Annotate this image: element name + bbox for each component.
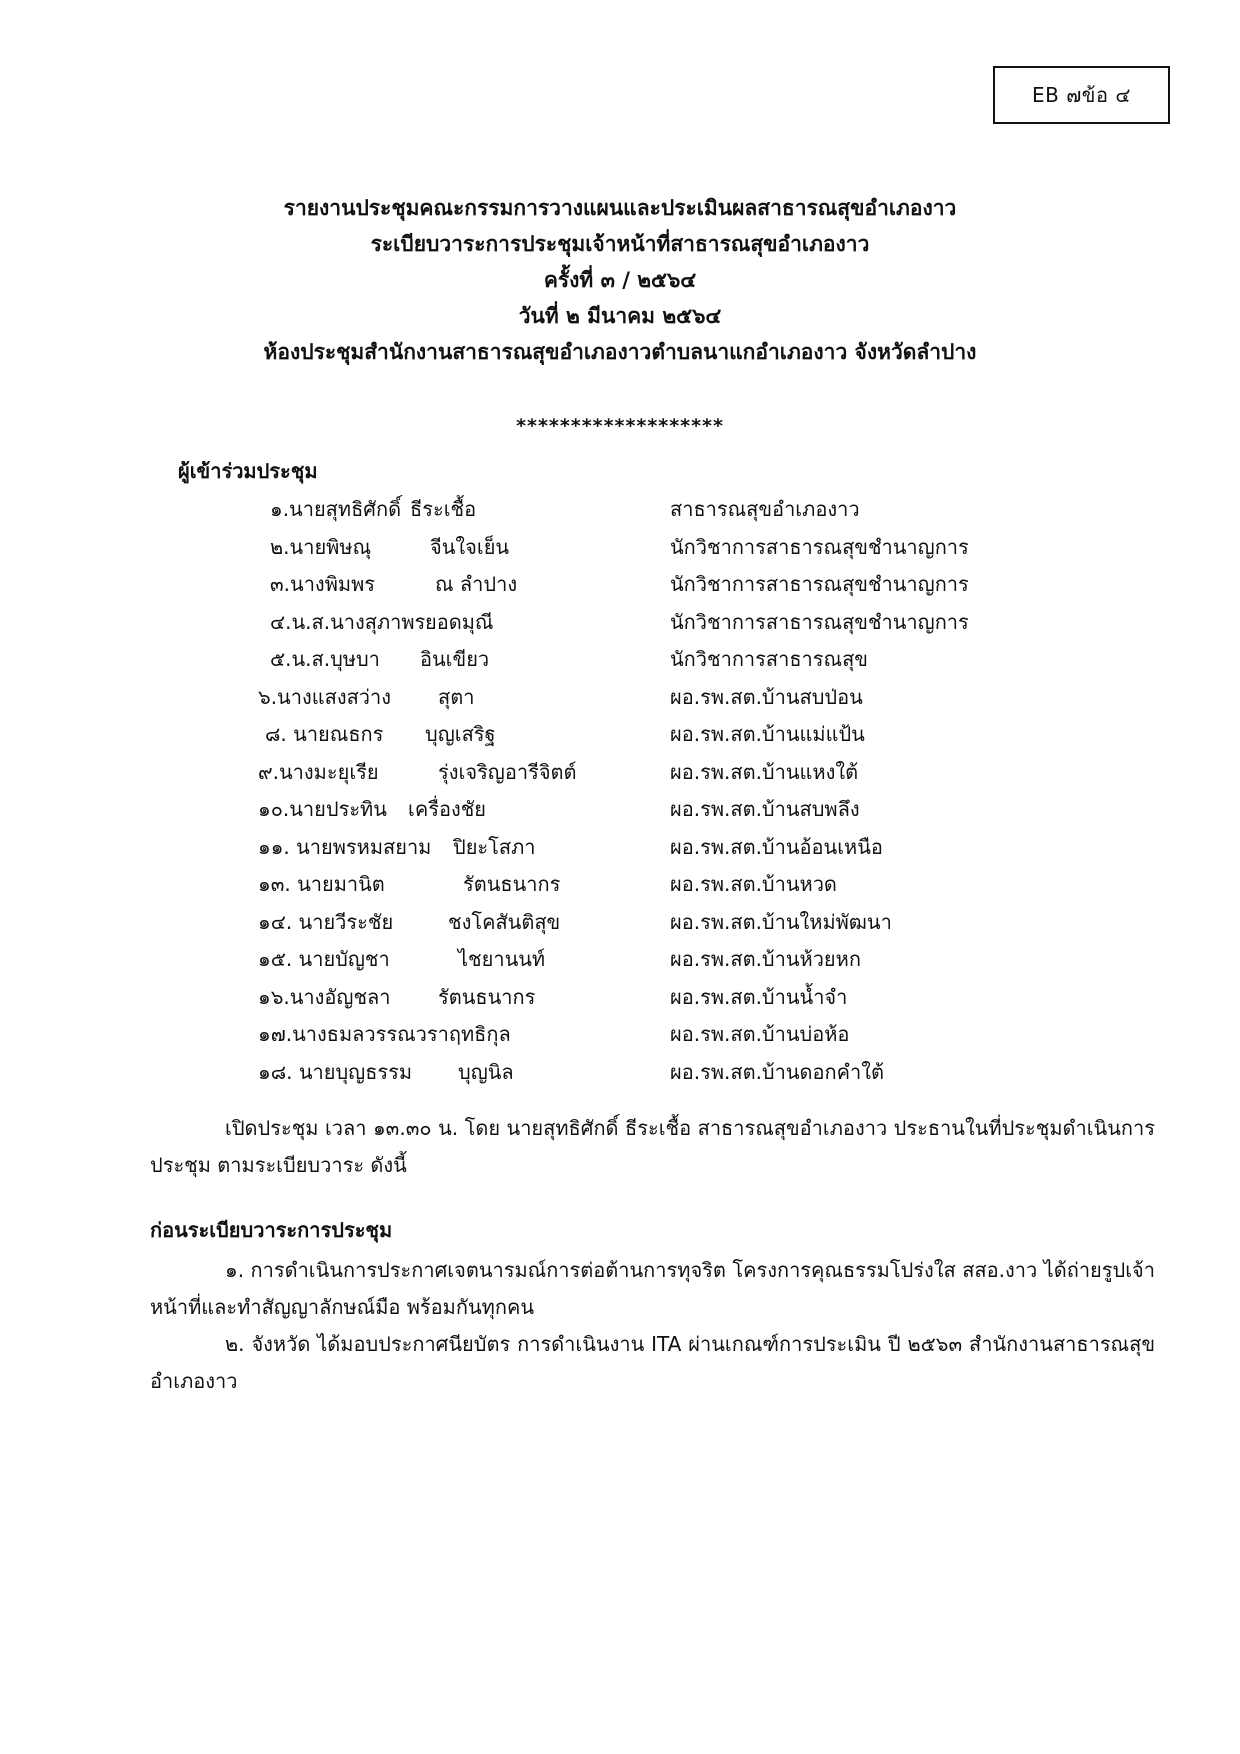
- attendee-surname: ไชยานนท์: [458, 947, 546, 971]
- attendee-row: [258, 906, 1238, 940]
- report-title: รายงานประชุมคณะกรรมการวางแผนและประเมินผลสาธารณสุขอำเภองาว: [283, 196, 957, 220]
- attendee-name: ๑๔. นายวีระชัย: [258, 909, 394, 934]
- attendee-name: ๑๗.นางธมลวรรณวราฤทธิกุล: [258, 1022, 511, 1046]
- attendee-surname: สุตา: [438, 684, 475, 709]
- attendee-position: นักวิชาการสาธารณสุขชำนาญการ: [670, 609, 969, 634]
- attendee-position: ผอ.รพ.สต.บ้านบ่อห้อ: [670, 1022, 850, 1046]
- agenda-title: ระเบียบวาระการประชุมเจ้าหน้าที่สาธารณสุขอำเภองาว: [370, 232, 870, 256]
- attendee-row: [258, 831, 1238, 865]
- meeting-date: วันที่ ๒ มีนาคม ๒๕๖๔: [518, 304, 722, 328]
- attendee-surname: ธีระเชื้อ: [410, 497, 477, 521]
- opening-paragraph: [150, 1110, 1155, 1184]
- attendee-surname: บุญเสริฐ: [425, 722, 496, 746]
- attendee-name: ๓.นางพิมพร: [270, 572, 375, 596]
- attendee-surname: รุ่งเจริญอารีจิตต์: [438, 759, 577, 784]
- document-code-box: [993, 66, 1170, 124]
- attendee-position: ผอ.รพ.สต.บ้านอ้อนเหนือ: [670, 834, 883, 859]
- attendee-name: ๖.นางแสงสว่าง: [258, 684, 392, 709]
- attendee-row: [270, 568, 1240, 602]
- attendee-position: ผอ.รพ.สต.บ้านสบพลึง: [670, 797, 860, 821]
- attendee-position: ผอ.รพ.สต.บ้านสบป่อน: [670, 684, 863, 709]
- attendee-row: [258, 981, 1238, 1015]
- attendee-name: ๑๖.นางอัญชลา: [258, 984, 391, 1009]
- attendee-position: ผอ.รพ.สต.บ้านห้วยหก: [670, 947, 861, 971]
- attendee-name: ๙.นางมะยุเรีย: [258, 759, 379, 784]
- pre-agenda-heading: ก่อนระเบียบวาระการประชุม: [150, 1218, 393, 1242]
- attendee-surname: จีนใจเย็น: [430, 534, 510, 559]
- attendee-surname: อินเขียว: [420, 647, 490, 671]
- document-code: EB ๗ข้อ ๔: [1032, 83, 1131, 107]
- pre-agenda-item: [150, 1252, 1155, 1326]
- attendee-position: ผอ.รพ.สต.บ้านใหม่พัฒนา: [670, 909, 892, 934]
- attendee-name: ๕.น.ส.บุษบา: [270, 647, 380, 671]
- attendee-position: นักวิชาการสาธารณสุขชำนาญการ: [670, 572, 969, 596]
- attendee-surname: ณ ลำปาง: [435, 572, 518, 596]
- attendee-row: [270, 531, 1240, 565]
- attendee-surname: รัตนธนากร: [463, 872, 561, 896]
- attendee-name: ๑.นายสุทธิศักดิ์: [270, 497, 402, 521]
- attendee-row: [258, 756, 1238, 790]
- attendee-row: [270, 493, 1240, 527]
- attendees-heading: ผู้เข้าร่วมประชุม: [178, 459, 318, 483]
- attendee-row: [265, 718, 1240, 752]
- attendee-row: [258, 681, 1238, 715]
- attendee-surname: ปิยะโสภา: [453, 834, 536, 859]
- attendee-row: [258, 1056, 1238, 1090]
- attendee-position: ผอ.รพ.สต.บ้านน้ำจำ: [670, 984, 848, 1009]
- attendee-name: ๑๐.นายประทิน: [258, 797, 387, 821]
- attendee-row: [258, 1018, 1238, 1052]
- pre-agenda-item-text: ๑. การดำเนินการประกาศเจตนารมณ์การต่อต้านการทุจริต โครงการคุณธรรมโปร่งใส สสอ.งาว ได้ถ่ายรูปเจ้าหน้าที่และทำสัญญาลักษณ์มือ พร้อมกันทุกคน: [150, 1258, 1155, 1319]
- attendee-position: นักวิชาการสาธารณสุข: [670, 647, 868, 671]
- document-header: [140, 190, 1100, 370]
- opening-text: เปิดประชุม เวลา ๑๓.๓๐ น. โดย นายสุทธิศักดิ์ ธีระเชื้อ สาธารณสุขอำเภองาว ประธานในที่ประชุมดำเนินการประชุม ตามระเบียบวาระ ดังนี้: [150, 1116, 1155, 1177]
- pre-agenda-item-text: ๒. จังหวัด ได้มอบประกาศนียบัตร การดำเนินงาน ITA ผ่านเกณฑ์การประเมิน ปี ๒๕๖๓ สำนักงานสาธารณสุขอำเภองาว: [150, 1332, 1155, 1393]
- meeting-number: ครั้งที่ ๓ / ๒๕๖๔: [543, 268, 697, 292]
- attendee-name: ๑๕. นายบัญชา: [258, 947, 390, 971]
- attendee-row: [270, 643, 1240, 677]
- attendee-position: ผอ.รพ.สต.บ้านหวด: [670, 872, 837, 896]
- attendee-name: ๑๘. นายบุญธรรม: [258, 1059, 413, 1084]
- attendee-row: [258, 868, 1238, 902]
- attendee-surname: เครื่องชัย: [408, 797, 487, 821]
- pre-agenda-item: [150, 1326, 1155, 1400]
- attendee-name: ๑๑. นายพรหมสยาม: [258, 834, 432, 859]
- separator-line: *******************: [516, 415, 724, 437]
- attendee-row: [270, 606, 1240, 640]
- attendee-name: ๒.นายพิษณุ: [270, 534, 372, 559]
- meeting-venue: ห้องประชุมสำนักงานสาธารณสุขอำเภองาวตำบลนาแกอำเภองาว จังหวัดลำปาง: [263, 340, 977, 364]
- attendee-name: ๑๓. นายมานิต: [258, 872, 385, 896]
- attendee-position: สาธารณสุขอำเภองาว: [670, 497, 860, 521]
- attendee-name: ๘. นายณธกร: [265, 722, 384, 746]
- attendee-surname: ยอดมุณี: [425, 609, 494, 634]
- attendee-surname: ชงโคสันติสุข: [448, 909, 561, 934]
- attendee-position: ผอ.รพ.สต.บ้านแม่แป้น: [670, 722, 865, 746]
- attendee-position: นักวิชาการสาธารณสุขชำนาญการ: [670, 534, 969, 559]
- attendee-row: [258, 943, 1238, 977]
- attendee-row: [258, 793, 1238, 827]
- attendee-surname: บุญนิล: [458, 1059, 514, 1084]
- attendee-position: ผอ.รพ.สต.บ้านแหงใต้: [670, 759, 859, 784]
- attendee-position: ผอ.รพ.สต.บ้านดอกคำใต้: [670, 1059, 884, 1084]
- attendee-surname: รัตนธนากร: [438, 984, 536, 1009]
- attendee-name: ๔.น.ส.นางสุภาพร: [270, 609, 426, 634]
